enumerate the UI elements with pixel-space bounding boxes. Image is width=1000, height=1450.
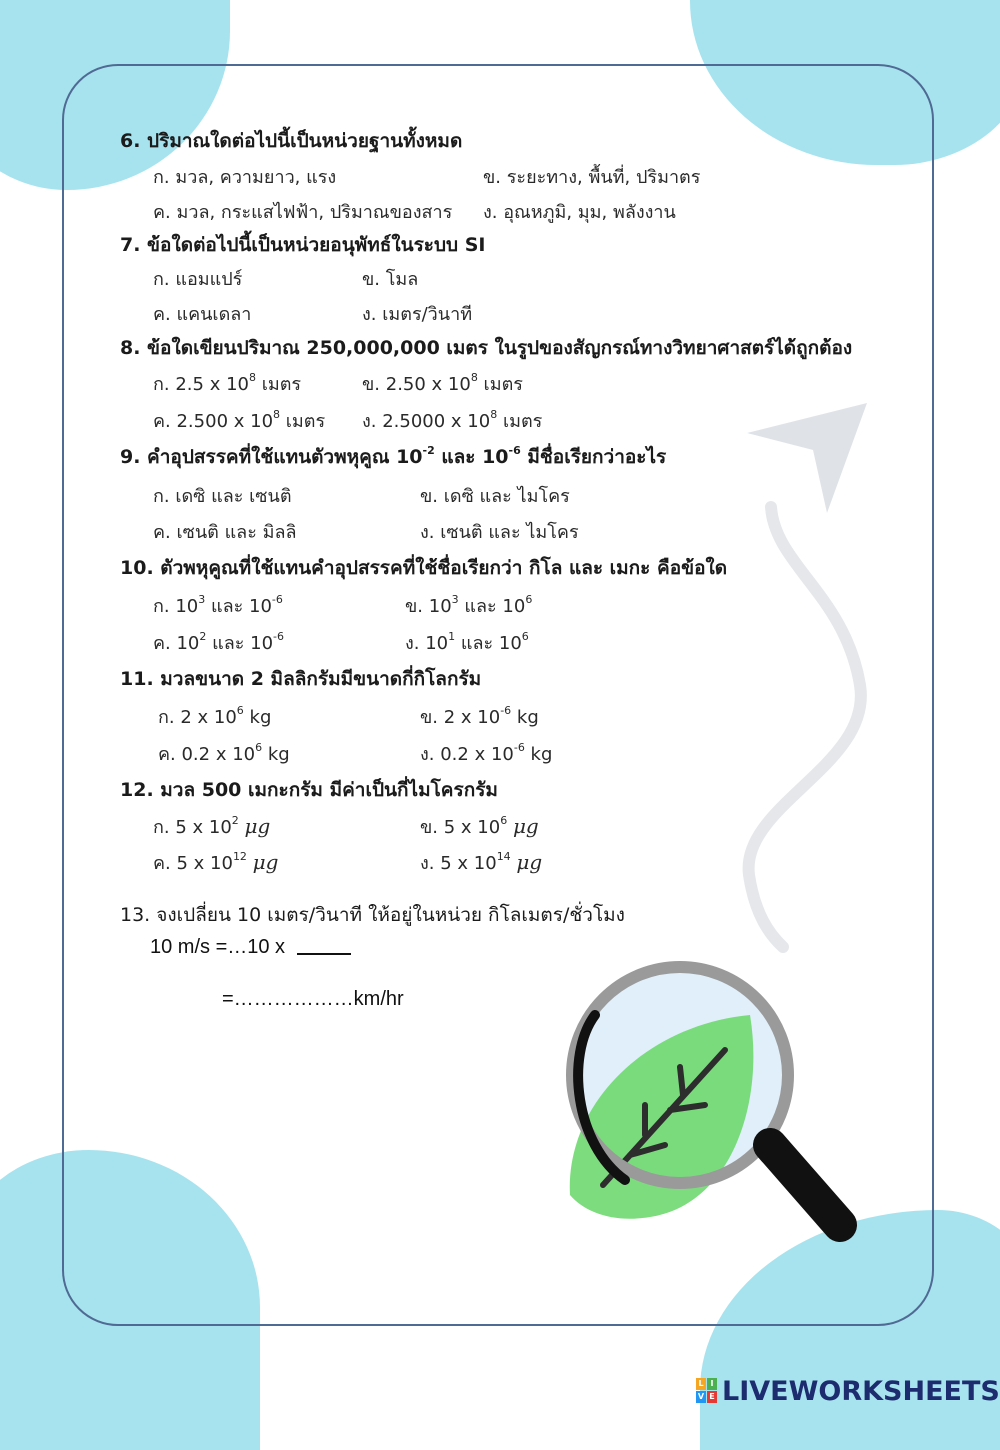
question-7-option-a[interactable]: ก. แอมแปร์ xyxy=(153,269,243,290)
question-13-result-line[interactable]: =………………km/hr xyxy=(222,988,404,1010)
question-13-conversion-line: 10 m/s =…10 x xyxy=(150,936,351,959)
question-10-option-d[interactable]: ง. $10^1$ และ $10^6$ xyxy=(405,630,529,654)
liveworksheets-mark-icon: L I V E xyxy=(696,1378,718,1404)
question-7-option-d[interactable]: ง. เมตร/วินาที xyxy=(362,304,473,325)
question-6-option-c[interactable]: ค. มวล, กระแสไฟฟ้า, ปริมาณของสาร xyxy=(153,202,453,223)
brand-text: LIVEWORKSHEETS xyxy=(722,1376,1000,1407)
question-8-option-b[interactable]: ข. 2.50 x $10^8$ เมตร xyxy=(362,371,523,395)
question-7-option-b[interactable]: ข. โมล xyxy=(362,269,419,290)
question-9-title: 9. คำอุปสรรคที่ใช้แทนตัวพหุคูณ $10^{-2}$ และ $10^{-6}$ มีชื่อเรียกว่าอะไร xyxy=(120,444,667,468)
question-9-option-a[interactable]: ก. เดซิ และ เซนติ xyxy=(153,486,292,507)
question-10-title: 10. ตัวพหุคูณที่ใช้แทนคำอุปสรรคที่ใช้ชื่อเรียกว่า กิโล และ เมกะ คือข้อใด xyxy=(120,557,728,579)
question-10-option-a[interactable]: ก. $10^3$ และ $10^{-6}$ xyxy=(153,593,283,617)
question-10-option-b[interactable]: ข. $10^3$ และ $10^6$ xyxy=(405,593,533,617)
question-9-option-c[interactable]: ค. เซนติ และ มิลลิ xyxy=(153,522,297,543)
question-11-option-c[interactable]: ค. 0.2 x $10^6$ kg xyxy=(158,741,290,765)
question-12-title: 12. มวล 500 เมกะกรัม มีค่าเป็นกี่ไมโครกรัม xyxy=(120,779,498,801)
question-12-option-a[interactable]: ก. 5 x $10^2$ μg xyxy=(153,814,271,838)
question-11-option-d[interactable]: ง. 0.2 x $10^{-6}$ kg xyxy=(420,741,553,765)
question-12-option-d[interactable]: ง. 5 x $10^{14}$ μg xyxy=(420,850,543,874)
answer-blank-input[interactable] xyxy=(297,953,351,955)
question-6-option-b[interactable]: ข. ระยะทาง, พื้นที่, ปริมาตร xyxy=(483,167,701,188)
question-10-option-c[interactable]: ค. $10^2$ และ $10^{-6}$ xyxy=(153,630,285,654)
question-9-option-b[interactable]: ข. เดซิ และ ไมโคร xyxy=(420,486,570,507)
question-7-option-c[interactable]: ค. แคนเดลา xyxy=(153,304,252,325)
question-11-option-a[interactable]: ก. 2 x $10^6$ kg xyxy=(158,704,272,728)
question-6-option-d[interactable]: ง. อุณหภูมิ, มุม, พลังงาน xyxy=(483,202,676,223)
paper-plane-arrow-icon xyxy=(735,395,885,965)
question-13-title: 13. จงเปลี่ยน 10 เมตร/วินาที ให้อยู่ในหน่วย กิโลเมตร/ชั่วโมง xyxy=(120,904,625,926)
question-7-title: 7. ข้อใดต่อไปนี้เป็นหน่วยอนุพัทธ์ในระบบ SI xyxy=(120,234,486,256)
question-6-option-a[interactable]: ก. มวล, ความยาว, แรง xyxy=(153,167,337,188)
question-8-title: 8. ข้อใดเขียนปริมาณ 250,000,000 เมตร ในรูปของสัญกรณ์ทางวิทยาศาสตร์ได้ถูกต้อง xyxy=(120,337,853,359)
question-8-option-d[interactable]: ง. 2.5000 x $10^8$ เมตร xyxy=(362,408,543,432)
question-11-option-b[interactable]: ข. 2 x $10^{-6}$ kg xyxy=(420,704,539,728)
question-12-option-c[interactable]: ค. 5 x $10^{12}$ μg xyxy=(153,850,279,874)
question-9-option-d[interactable]: ง. เซนติ และ ไมโคร xyxy=(420,522,579,543)
liveworksheets-logo xyxy=(696,1376,1000,1407)
question-8-option-c[interactable]: ค. 2.500 x $10^8$ เมตร xyxy=(153,408,326,432)
question-8-option-a[interactable]: ก. 2.5 x $10^8$ เมตร xyxy=(153,371,302,395)
question-11-title: 11. มวลขนาด 2 มิลลิกรัมมีขนาดกี่กิโลกรัม xyxy=(120,668,482,690)
question-6-title: 6. ปริมาณใดต่อไปนี้เป็นหน่วยฐานทั้งหมด xyxy=(120,130,463,152)
question-12-option-b[interactable]: ข. 5 x $10^6$ μg xyxy=(420,814,539,838)
magnifier-leaf-icon xyxy=(555,955,865,1265)
